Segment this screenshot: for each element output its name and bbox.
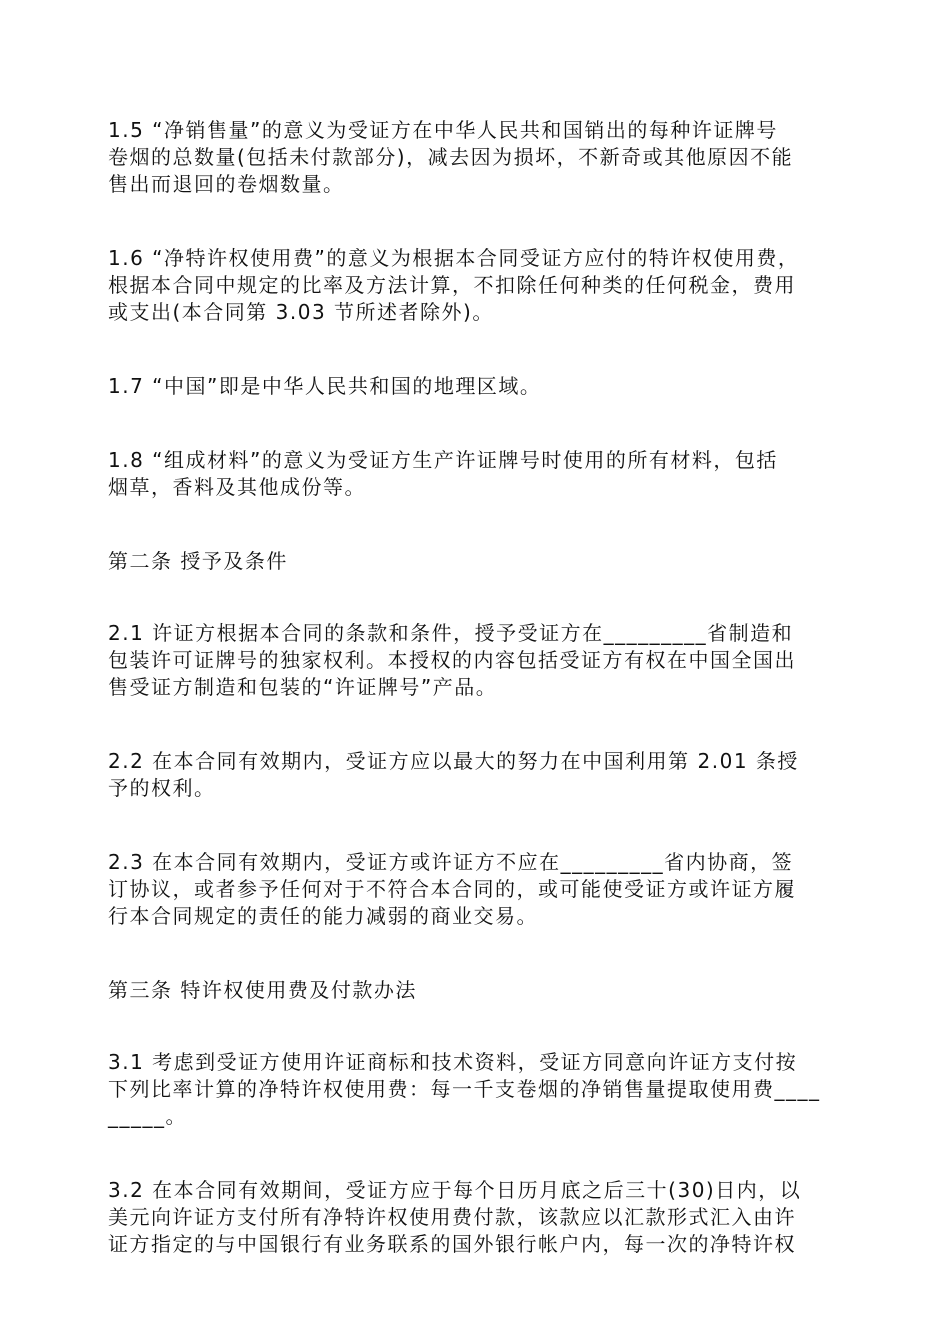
text-line: 予的权利。 <box>108 776 216 800</box>
text-line: 售受证方制造和包装的“许证牌号”产品。 <box>108 675 498 699</box>
text-line: 行本合同规定的责任的能力减弱的商业交易。 <box>108 904 538 928</box>
paragraph-1-8 <box>108 447 842 501</box>
text-line: 美元向许证方支付所有净特许权使用费付款，该款应以汇款形式汇入由许 <box>108 1205 796 1229</box>
text-line: 或支出(本合同第 3.03 节所述者除外)。 <box>108 300 494 324</box>
paragraph-2-2 <box>108 748 842 802</box>
paragraph-1-5 <box>108 117 842 198</box>
text-line: 卷烟的总数量(包括未付款部分)，减去因为损坏，不新奇或其他原因不能 <box>108 145 794 169</box>
text-line: 1.5 “净销售量”的意义为受证方在中华人民共和国销出的每种许证牌号 <box>108 118 778 142</box>
paragraph-1-7 <box>108 373 842 400</box>
text-line: 3.2 在本合同有效期间，受证方应于每个日历月底之后三十(30)日内，以 <box>108 1178 802 1202</box>
text-line: 1.7 “中国”即是中华人民共和国的地理区域。 <box>108 374 542 398</box>
text-line: 3.1 考虑到受证方使用许证商标和技术资料，受证方同意向许证方支付按 <box>108 1050 798 1074</box>
text-line: 根据本合同中规定的比率及方法计算，不扣除任何种类的任何税金，费用 <box>108 273 796 297</box>
text-line: 2.3 在本合同有效期内，受证方或许证方不应在_________省内协商，签 <box>108 850 794 874</box>
paragraph-1-6 <box>108 245 842 326</box>
text-line: 烟草，香料及其他成份等。 <box>108 475 366 499</box>
text-line: 订协议，或者参予任何对于不符合本合同的，或可能使受证方或许证方履 <box>108 877 796 901</box>
paragraph-3-2 <box>108 1177 842 1258</box>
text-line: 1.8 “组成材料”的意义为受证方生产许证牌号时使用的所有材料，包括 <box>108 448 778 472</box>
text-line: 证方指定的与中国银行有业务联系的国外银行帐户内，每一次的净特许权 <box>108 1232 796 1256</box>
text-line: 包装许可证牌号的独家权利。本授权的内容包括受证方有权在中国全国出 <box>108 648 796 672</box>
section-heading-2 <box>108 548 842 575</box>
paragraph-2-1 <box>108 620 842 701</box>
paragraph-2-3 <box>108 849 842 930</box>
section-heading-3 <box>108 977 842 1004</box>
text-line: 1.6 “净特许权使用费”的意义为根据本合同受证方应付的特许权使用费， <box>108 246 800 270</box>
text-line: 2.2 在本合同有效期内，受证方应以最大的努力在中国利用第 2.01 条授 <box>108 749 799 773</box>
text-line: _____。 <box>108 1104 187 1128</box>
text-line: 售出而退回的卷烟数量。 <box>108 172 345 196</box>
document-page <box>108 117 842 1305</box>
heading-text: 第三条 特许权使用费及付款办法 <box>108 978 417 1002</box>
text-line: 2.1 许证方根据本合同的条款和条件，授予受证方在_________省制造和 <box>108 621 794 645</box>
text-line: 下列比率计算的净特许权使用费：每一千支卷烟的净销售量提取使用费____ <box>108 1077 821 1101</box>
heading-text: 第二条 授予及条件 <box>108 549 288 573</box>
paragraph-3-1 <box>108 1049 842 1130</box>
